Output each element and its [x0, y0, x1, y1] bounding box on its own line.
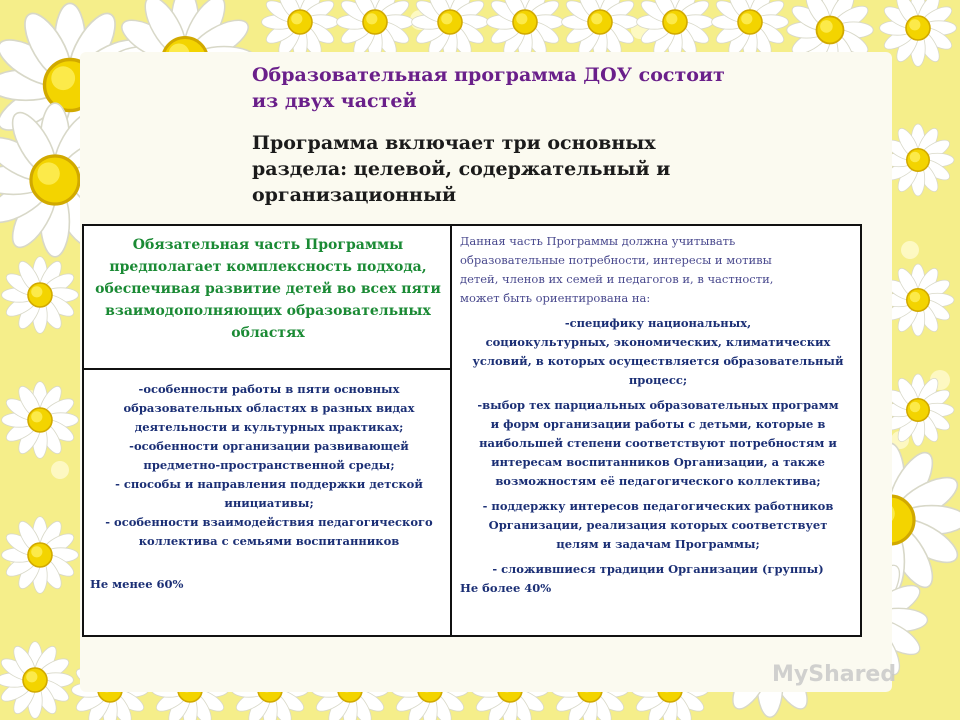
- cell-line: и форм организации работы с детьми, которые в: [490, 417, 826, 431]
- cell-line: -выбор тех парциальных образовательных программ: [477, 398, 839, 412]
- cell-line: -специфику национальных,: [564, 316, 752, 330]
- cell-line: возможностям её педагогического коллектива;: [495, 474, 821, 488]
- cell-line: - поддержку интересов педагогических работников: [482, 499, 834, 513]
- cell-line: деятельности и культурных практиках;: [134, 420, 404, 434]
- cell-line: условий, в которых осуществляется образовательный: [472, 354, 844, 368]
- watermark-logo: MyShared: [772, 662, 897, 687]
- program-parts-table: [82, 224, 862, 637]
- cell-line: Обязательная часть Программы: [132, 237, 404, 253]
- heading-line: Образовательная программа ДОУ состоит: [252, 64, 725, 86]
- cell-line: может быть ориентирована на:: [460, 291, 651, 305]
- subheading-line: организационный: [252, 184, 457, 206]
- cell-line: социокультурных, экономических, климатических: [485, 335, 831, 349]
- slide-subheading: [252, 130, 732, 208]
- heading-line: из двух частей: [252, 90, 417, 112]
- cell-line: наибольшей степени соответствуют потребностям и: [479, 436, 837, 450]
- variable-percent: Не более 40%: [460, 581, 552, 595]
- cell-line: процесс;: [628, 373, 688, 387]
- cell-line: Организации, реализация которых соответствует: [488, 518, 828, 532]
- cell-line: инициативы;: [224, 496, 314, 510]
- mandatory-part-cell: [92, 234, 444, 344]
- row-divider: [84, 368, 451, 370]
- cell-line: -особенности организации развивающей: [129, 439, 409, 453]
- cell-line: Данная часть Программы должна учитывать: [460, 234, 736, 248]
- slide-heading: [252, 62, 772, 114]
- cell-line: - сложившиеся традиции Организации (группы): [492, 562, 824, 576]
- cell-line: предполагает комплексность подхода,: [109, 259, 427, 275]
- cell-line: взаимодополняющих образовательных: [105, 303, 431, 319]
- cell-line: детей, членов их семей и педагогов и, в частности,: [460, 272, 774, 286]
- subheading-line: раздела: целевой, содержательный и: [252, 158, 671, 180]
- cell-line: - особенности взаимодействия педагогического: [105, 515, 433, 529]
- cell-line: обеспечивая развитие детей во всех пяти: [95, 281, 441, 297]
- cell-line: областях: [231, 325, 305, 341]
- cell-line: образовательные потребности, интересы и мотивы: [460, 253, 772, 267]
- mandatory-part-details-cell: [90, 374, 448, 594]
- cell-line: интересам воспитанников Организации, а также: [491, 455, 825, 469]
- subheading-line: Программа включает три основных: [252, 132, 656, 154]
- cell-line: коллектива с семьями воспитанников: [138, 534, 400, 548]
- cell-line: -особенности работы в пяти основных: [138, 382, 400, 396]
- cell-line: предметно-пространственной среды;: [143, 458, 395, 472]
- column-divider: [450, 226, 452, 635]
- mandatory-percent: Не менее 60%: [90, 577, 184, 591]
- cell-line: - способы и направления поддержки детской: [115, 477, 423, 491]
- cell-line: целям и задачам Программы;: [556, 537, 760, 551]
- cell-line: образовательных областях в разных видах: [123, 401, 415, 415]
- variable-part-cell: [460, 232, 856, 598]
